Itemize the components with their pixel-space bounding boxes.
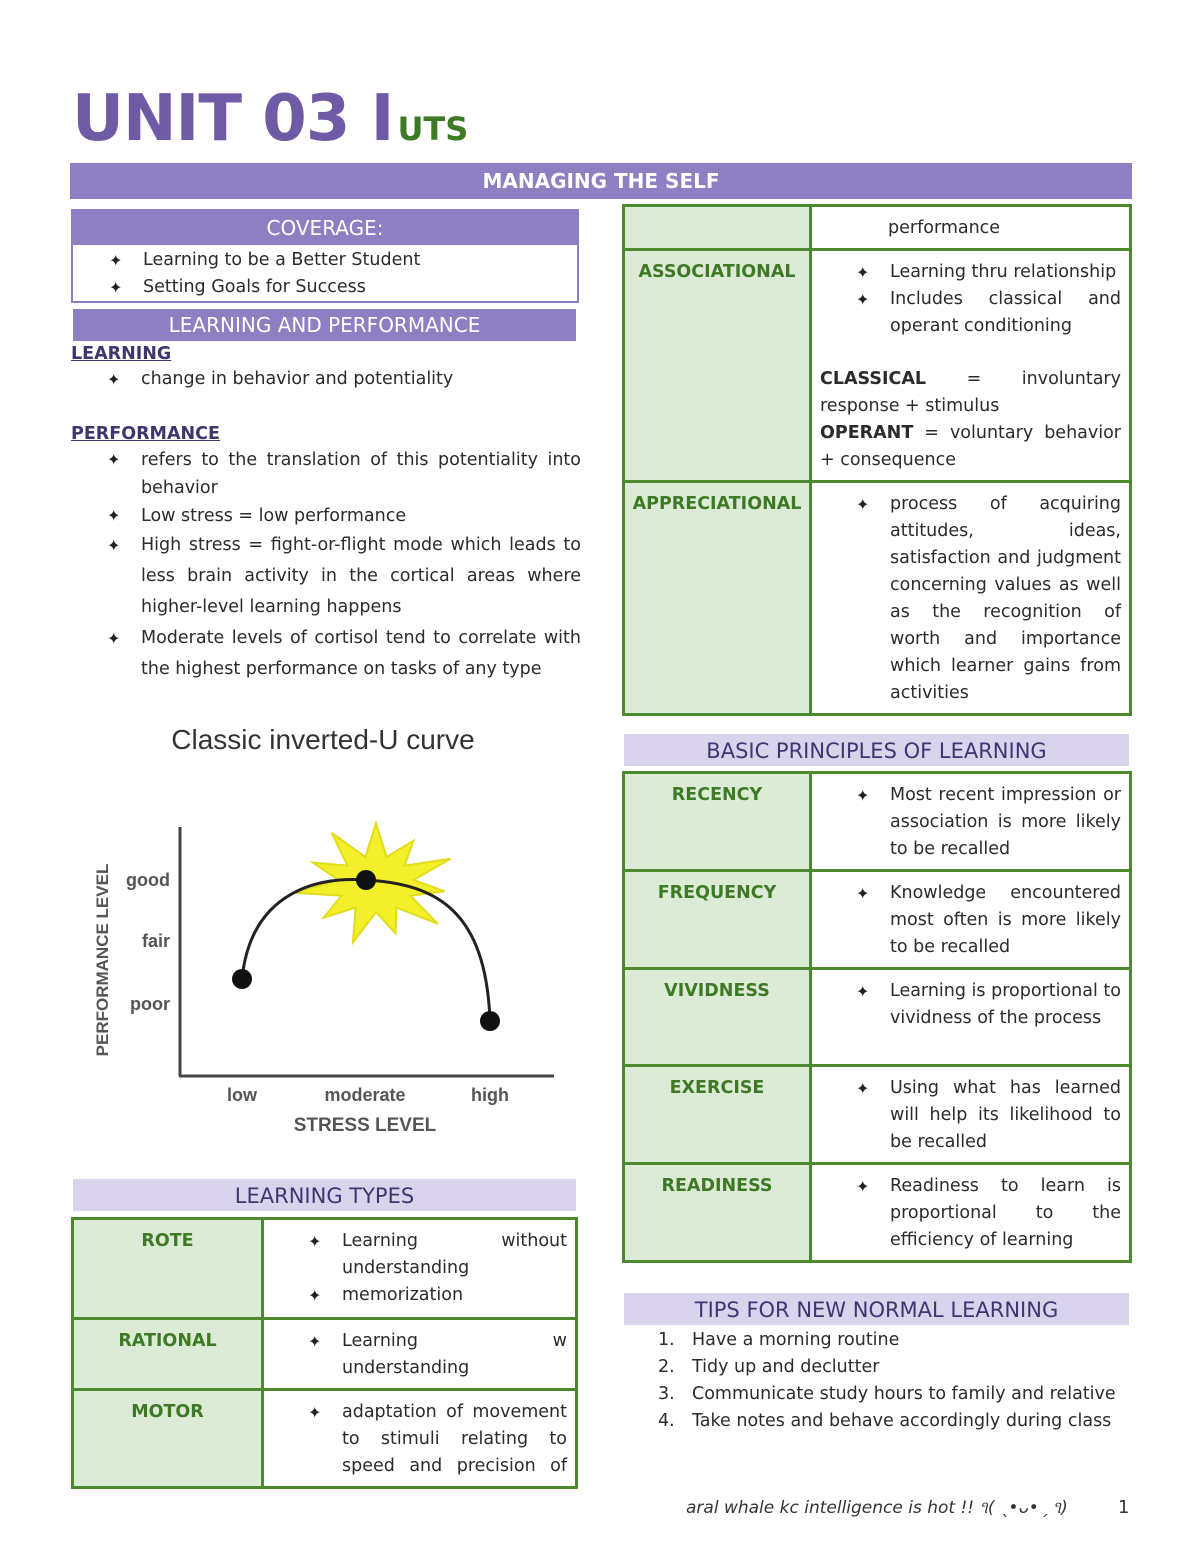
exercise-label: EXERCISE [624, 1066, 811, 1164]
appreciational-label: APPRECIATIONAL [624, 482, 811, 715]
rational-label: RATIONAL [73, 1319, 263, 1390]
chart-y-label: PERFORMANCE LEVEL [93, 863, 112, 1057]
tips-banner: TIPS FOR NEW NORMAL LEARNING [624, 1293, 1129, 1325]
performance-item: ✦ Low stress = low performance [71, 502, 581, 530]
table-row [624, 773, 1131, 871]
main-banner: MANAGING THE SELF [70, 163, 1132, 199]
exercise-content [811, 1066, 1131, 1164]
learning-performance-banner: LEARNING AND PERFORMANCE [73, 309, 576, 341]
vividness-content [811, 969, 1131, 1066]
list-item: ✦ Learning is proportional to vividness of the process [820, 978, 1121, 1032]
list-item [658, 1354, 1138, 1381]
coverage-title: COVERAGE: [73, 211, 577, 245]
list-item: ✦ memorization [272, 1282, 567, 1309]
list-item [658, 1408, 1138, 1435]
performance-continuation: performance [811, 206, 1131, 250]
data-point [232, 969, 252, 989]
page-title [72, 82, 468, 156]
operant-definition [820, 420, 1121, 474]
associational-label: ASSOCIATIONAL [624, 250, 811, 482]
tip-number: 2. [658, 1357, 675, 1377]
learning-section [71, 344, 581, 393]
learning-types-continued-table [622, 204, 1132, 716]
tip-number: 4. [658, 1411, 675, 1431]
unit-title: UNIT 03 I [72, 82, 394, 156]
frequency-label: FREQUENCY [624, 871, 811, 969]
list-item: ✦ Most recent impression or association is more likely to be recalled [820, 782, 1121, 863]
table-row [73, 1219, 577, 1319]
classical-term: CLASSICAL [820, 369, 927, 389]
list-item [658, 1381, 1138, 1408]
table-row [624, 482, 1131, 715]
list-item: ✦ adaptation of movement to stimuli relating to speed and precision of [272, 1399, 567, 1480]
data-point [480, 1011, 500, 1031]
operant-term: OPERANT [820, 423, 914, 443]
learning-list [71, 366, 581, 393]
vividness-label: VIVIDNESS [624, 969, 811, 1066]
list-item: ✦ Includes classical and operant conditioning [820, 286, 1121, 340]
table-row [624, 1066, 1131, 1164]
rote-content [263, 1219, 577, 1319]
data-point [356, 870, 376, 890]
y-tick-label: fair [141, 931, 170, 951]
footer-note: aral whale kc intelligence is hot !! ૧( ˎ•ᴗ•ˏ ૧) [686, 1498, 1068, 1518]
performance-item: ✦ High stress = fight-or-flight mode which leads to less brain activity in the cortical areas where higher-level learning happens [71, 530, 581, 623]
learning-label: LEARNING [71, 344, 172, 364]
coverage-box [71, 209, 579, 303]
y-tick-label: poor [130, 994, 170, 1014]
performance-item: ✦ refers to the translation of this potentiality into behavior [71, 446, 581, 502]
frequency-content [811, 871, 1131, 969]
tip-text: Have a morning routine [692, 1330, 900, 1350]
motor-label: MOTOR [73, 1390, 263, 1488]
table-row [624, 206, 1131, 250]
rational-content [263, 1319, 577, 1390]
table-row [624, 250, 1131, 482]
tip-text: Tidy up and declutter [692, 1357, 880, 1377]
tip-number: 3. [658, 1384, 675, 1404]
list-item: ✦ Learning w understanding [272, 1328, 567, 1382]
table-row [73, 1319, 577, 1390]
table-row [73, 1390, 577, 1488]
performance-list [71, 446, 581, 685]
table-row [624, 871, 1131, 969]
chart-title: Classic inverted-U curve [171, 724, 475, 755]
coverage-item: ✦ Learning to be a Better Student [73, 247, 577, 274]
tips-list [658, 1327, 1138, 1435]
associational-content [811, 250, 1131, 482]
classical-def: = involuntary response + stimulus [820, 369, 1121, 416]
list-item: ✦ process of acquiring attitudes, ideas, satisfaction and judgment concerning values as well as the recognition of worth and importance which learner gains from activities [820, 491, 1121, 707]
readiness-label: READINESS [624, 1164, 811, 1262]
principles-table [622, 771, 1132, 1263]
list-item: ✦ Learning thru relationship [820, 259, 1121, 286]
motor-content [263, 1390, 577, 1488]
table-row [624, 1164, 1131, 1262]
chart-x-label: STRESS LEVEL [293, 1115, 437, 1136]
operant-def: = voluntary behavior + consequence [820, 423, 1121, 470]
list-item [272, 1228, 567, 1282]
coverage-list [73, 247, 577, 301]
rote-item-text: Learning without understanding [342, 1231, 567, 1278]
unit-subject: UTS [397, 110, 469, 148]
x-tick-label: moderate [324, 1085, 406, 1105]
table-row [624, 969, 1131, 1066]
tip-number: 1. [658, 1330, 675, 1350]
learning-item: ✦ change in behavior and potentiality [71, 366, 581, 393]
page-number: 1 [1118, 1497, 1130, 1518]
inverted-u-chart [80, 712, 580, 1152]
x-tick-label: high [471, 1085, 509, 1105]
empty-label-cell [624, 206, 811, 250]
list-item: ✦ Readiness to learn is proportional to the efficiency of learning [820, 1173, 1121, 1254]
y-tick-label: good [126, 870, 170, 890]
performance-section [71, 424, 581, 685]
x-tick-label: low [227, 1085, 257, 1105]
list-item: ✦ Knowledge encountered most often is more likely to be recalled [820, 880, 1121, 961]
list-item [658, 1327, 1138, 1354]
coverage-item: ✦ Setting Goals for Success [73, 274, 577, 301]
readiness-content [811, 1164, 1131, 1262]
learning-types-banner: LEARNING TYPES [73, 1179, 576, 1211]
recency-content [811, 773, 1131, 871]
performance-label: PERFORMANCE [71, 424, 220, 444]
classical-definition [820, 366, 1121, 420]
list-item: ✦ Using what has learned will help its likelihood to be recalled [820, 1075, 1121, 1156]
tip-text: Communicate study hours to family and relative [692, 1384, 1116, 1404]
rote-label: ROTE [73, 1219, 263, 1319]
tip-text: Take notes and behave accordingly during class [692, 1411, 1112, 1431]
performance-item: ✦ Moderate levels of cortisol tend to correlate with the highest performance on tasks of any type [71, 623, 581, 685]
appreciational-content [811, 482, 1131, 715]
learning-types-table [71, 1217, 578, 1489]
principles-banner: BASIC PRINCIPLES OF LEARNING [624, 734, 1129, 766]
recency-label: RECENCY [624, 773, 811, 871]
